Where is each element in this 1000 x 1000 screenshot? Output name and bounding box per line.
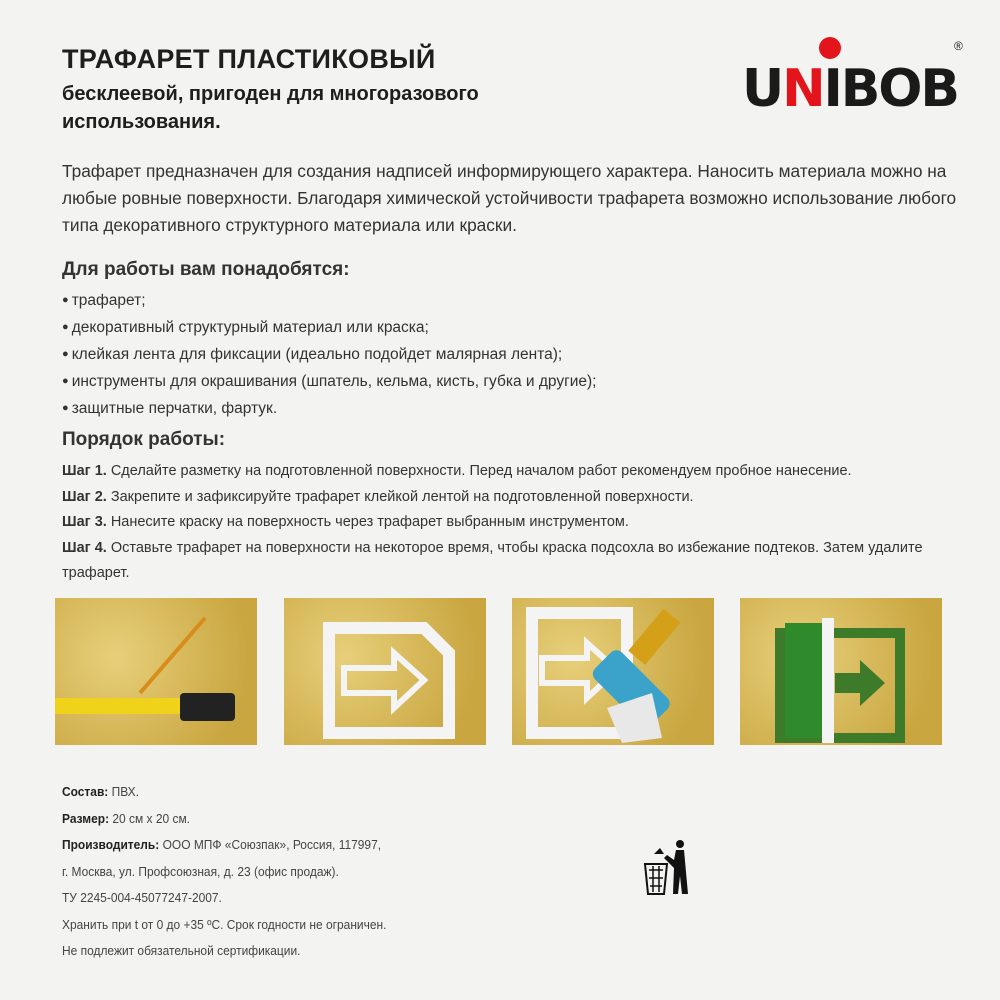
step-3: Шаг 3. Нанесите краску на поверхность через трафарет выбранным инструментом.: [62, 514, 629, 530]
step-2: Шаг 2. Закрепите и зафиксируйте трафарет клейкой лентой на подготовленной поверхности.: [62, 488, 694, 505]
step-4: Шаг 4. Оставьте трафарет на поверхности на некоторое время, чтобы краска подсохла во избежание подтеков. Затем удалите трафарет.: [62, 539, 923, 581]
list-item: ● инструменты для окрашивания (шпатель, кельма, кисть, губка и другие);: [62, 368, 597, 395]
svg-text:®: ®: [954, 39, 963, 53]
step-4-image: [740, 598, 942, 745]
page-title: ТРАФАРЕТ ПЛАСТИКОВЫЙ: [62, 44, 436, 74]
tools-list: [62, 287, 597, 422]
list-item: ● клейкая лента для фиксации (идеально подойдет малярная лента);: [62, 341, 597, 368]
trash-bin-icon: [642, 838, 694, 896]
step-1: Шаг 1. Сделайте разметку на подготовленной поверхности. Перед началом работ рекомендуем пробное нанесение.: [62, 463, 852, 479]
step-2-image: [284, 598, 486, 745]
svg-text:UNIBOB: UNIBOB: [742, 59, 960, 114]
step-3-image: [512, 598, 714, 745]
subtitle: бесклеевой, пригоден для многоразового использования.: [62, 83, 479, 133]
list-item: ● защитные перчатки, фартук.: [62, 395, 597, 422]
order-heading: Порядок работы:: [62, 429, 226, 450]
product-info: Состав: ПВХ. Размер: 20 см х 20 см. Производитель: ООО МПФ «Союзпак», Россия, 117997, г. Москва, ул. Профсоюзная, д. 23 (офис продаж). ТУ 2245-004-45077247-2007. Хранить при t от 0 до +35 ºС. Срок годности не ограничен. Не подлежит обязательной сертификации.: [62, 784, 387, 958]
step-1-image: [55, 598, 257, 745]
tools-heading: Для работы вам понадобятся:: [62, 259, 350, 280]
steps-list: [62, 459, 942, 587]
intro-text: Трафарет предназначен для создания надписей информирующего характера. Наносить материала можно на любые ровные поверхности. Благодаря химической устойчивости трафарета возможно использование любого типа декоративного структурного материала или краски.: [62, 161, 957, 235]
unibob-logo: [740, 34, 970, 114]
list-item: ● декоративный структурный материал или краска;: [62, 314, 597, 341]
list-item: ● трафарет;: [62, 287, 597, 314]
